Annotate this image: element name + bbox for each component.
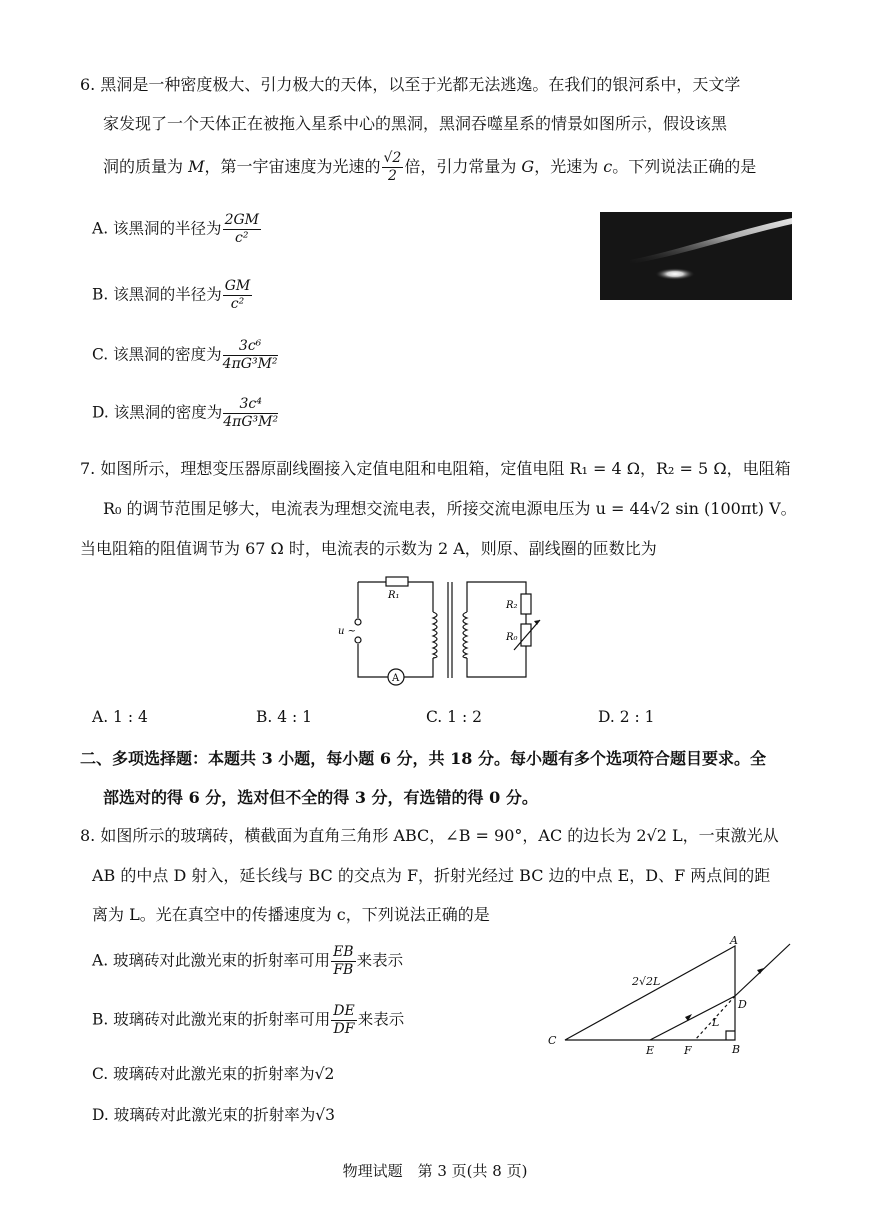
q8-line-3: 离为 L。光在真空中的传播速度为 c，下列说法正确的是 — [92, 905, 490, 924]
section-2-heading-line-2: 部选对的得 6 分，选对但不全的得 3 分，有选错的得 0 分。 — [103, 788, 538, 807]
label-u: u ~ — [338, 626, 356, 637]
svg-text:2√2L: 2√2L — [632, 975, 661, 988]
sqrt2-over-2-fraction: $\frac{√2}{2}$ — [383, 150, 402, 184]
q7-line-3: 当电阻箱的阻值调节为 67 Ω 时，电流表的示数为 2 A，则原、副线圈的匝数比为 — [80, 539, 657, 558]
svg-text:C: C — [548, 1034, 557, 1047]
q6-option-a: A. 该黑洞的半径为 $\frac{2GM}{\text{c²}}$ — [92, 212, 259, 246]
q8-option-d: D. 玻璃砖对此激光束的折射率为√3 — [92, 1106, 335, 1124]
resistor-r2 — [521, 594, 531, 614]
page-footer: 物理试题 第 3 页(共 8 页) — [342, 1162, 528, 1180]
svg-text:F: F — [684, 1044, 692, 1055]
label-r1: R₁ — [388, 590, 400, 601]
q6-option-d: D. 该黑洞的密度为 $\frac{\text{3c⁴}}{\text{4πG³M²}}$ — [92, 396, 279, 430]
svg-text:B: B — [732, 1043, 741, 1055]
ray-arrow-icon — [757, 968, 764, 974]
q8-line-2: AB 的中点 D 射入，延长线与 BC 的交点为 F，折射光经过 BC 边的中点 E，D、F 两点间的距 — [92, 866, 771, 885]
black-hole-image — [600, 212, 792, 300]
q7-line-1: 7. 如图所示，理想变压器原副线圈接入定值电阻和电阻箱，定值电阻 R₁ = 4 Ω，R₂ = 5 Ω，电阻箱 — [80, 459, 791, 478]
q6-line-3: 洞的质量为 M，第一宇宙速度为光速的 $\frac{√2}{2}$ 倍，引力常量为 G，光速为 c。下列说法正确的是 — [103, 150, 757, 184]
q7-line-2: R₀ 的调节范围足够大，电流表为理想交流电表，所接交流电源电压为 u = 44√2 sin (100πt) V。 — [103, 499, 797, 518]
q6-line-1: 6. 黑洞是一种密度极大、引力极大的天体，以至于光都无法逃逸。在我们的银河系中，天文学 — [80, 75, 741, 94]
resistor-r1 — [386, 577, 408, 586]
svg-text:L: L — [712, 1016, 720, 1029]
transformer-circuit-diagram — [330, 570, 550, 695]
resistor-box-r0 — [521, 624, 531, 646]
q8-option-a: A. 玻璃砖对此激光束的折射率可用 $\frac{EB}{FB}$ 来表示 — [92, 944, 404, 978]
svg-text:A: A — [730, 934, 738, 947]
q7-option-d: D. 2 : 1 — [598, 708, 655, 726]
ray-arrow-icon — [685, 1014, 692, 1021]
ammeter-label: A — [392, 673, 400, 684]
triangle-abc — [565, 946, 735, 1040]
q6-option-b: B. 该黑洞的半径为 $\frac{GM}{\text{c²}}$ — [92, 278, 251, 312]
q8-option-c: C. 玻璃砖对此激光束的折射率为√2 — [92, 1065, 335, 1083]
q6-line-2: 家发现了一个天体正在被拖入星系中心的黑洞，黑洞吞噬星系的情景如图所示，假设该黑 — [103, 114, 728, 133]
section-2-heading-line-1: 二、多项选择题：本题共 3 小题，每小题 6 分，共 18 分。每小题有多个选项符合题目要求。全 — [80, 749, 766, 768]
svg-text:D: D — [738, 998, 747, 1011]
svg-text:E: E — [646, 1044, 655, 1055]
q7-option-c: C. 1 : 2 — [426, 708, 482, 726]
label-r0: R₀ — [506, 632, 518, 643]
refracted-ray — [650, 996, 735, 1040]
q8-option-b: B. 玻璃砖对此激光束的折射率可用 $\frac{DE}{DF}$ 来表示 — [92, 1003, 405, 1037]
q6-option-c: C. 该黑洞的密度为 $\frac{\text{3c⁶}}{\text{4πG³M²}}$ — [92, 338, 278, 372]
q8-line-1: 8. 如图所示的玻璃砖，横截面为直角三角形 ABC，∠B = 90°，AC 的边长为 2√2 L，一束激光从 — [80, 826, 779, 845]
q7-option-b: B. 4 : 1 — [256, 708, 313, 726]
glass-prism-diagram — [540, 930, 800, 1055]
q7-option-a: A. 1 : 4 — [92, 708, 148, 726]
label-r2: R₂ — [506, 600, 518, 611]
